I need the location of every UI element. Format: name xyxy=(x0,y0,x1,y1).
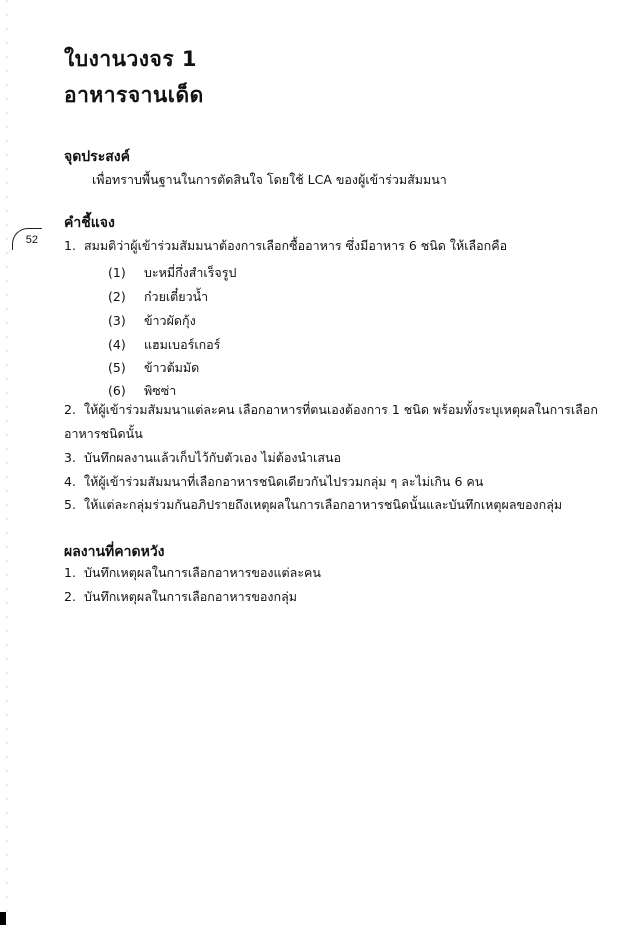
worksheet-subtitle: อาหารจานเด็ด xyxy=(64,83,204,107)
expected-number: 2. xyxy=(64,589,76,604)
instruction-text: บันทึกผลงานแล้วเก็บไว้กับตัวเอง ไม่ต้องนำเสนอ xyxy=(83,450,342,465)
food-option xyxy=(108,263,236,283)
expected-item xyxy=(64,565,321,581)
scan-corner-mark xyxy=(0,912,6,925)
instruction-item xyxy=(64,497,562,513)
expected-text: บันทึกเหตุผลในการเลือกอาหารของแต่ละคน xyxy=(83,565,321,580)
food-option-name: พิซซ่า xyxy=(143,383,177,398)
objective-text: เพื่อทราบพื้นฐานในการตัดสินใจ โดยใช้ LCA ของผู้เข้าร่วมสัมมนา xyxy=(92,172,447,187)
instruction-number: 2. xyxy=(64,402,76,417)
instruction-continuation: อาหารชนิดนั้น xyxy=(64,426,143,441)
expected-number: 1. xyxy=(64,565,76,580)
food-option xyxy=(108,381,176,401)
instruction-item xyxy=(64,474,483,490)
food-option-name: ข้าวต้มมัด xyxy=(143,360,200,375)
instruction-text: ให้แต่ละกลุ่มร่วมกันอภิปรายถึงเหตุผลในการเลือกอาหารชนิดนั้นและบันทึกเหตุผลของกลุ่ม xyxy=(83,497,563,512)
food-option-name: แฮมเบอร์เกอร์ xyxy=(143,337,221,352)
food-option-number: (5) xyxy=(108,360,126,375)
page-number-badge: 52 xyxy=(12,228,42,250)
instruction-item xyxy=(64,402,598,418)
objective-heading: จุดประสงค์ xyxy=(64,149,130,165)
instruction-number: 1. xyxy=(64,238,76,253)
food-option xyxy=(108,311,196,331)
food-option-name: บะหมี่กึ่งสำเร็จรูป xyxy=(143,265,237,280)
scan-edge-marks xyxy=(6,0,8,925)
food-option xyxy=(108,287,208,307)
instruction-number: 3. xyxy=(64,450,76,465)
expected-item xyxy=(64,589,297,605)
food-option-number: (1) xyxy=(108,265,126,280)
instruction-number: 5. xyxy=(64,497,76,512)
food-option-name: ก๋วยเตี๋ยวน้ำ xyxy=(143,289,209,304)
instruction-item xyxy=(64,238,507,254)
instruction-text: สมมติว่าผู้เข้าร่วมสัมมนาต้องการเลือกซื้ออาหาร ซึ่งมีอาหาร 6 ชนิด ให้เลือกคือ xyxy=(83,238,508,253)
food-option-number: (4) xyxy=(108,337,126,352)
instruction-text: ให้ผู้เข้าร่วมสัมมนาที่เลือกอาหารชนิดเดียวกันไปรวมกลุ่ม ๆ ละไม่เกิน 6 คน xyxy=(83,474,484,489)
food-option xyxy=(108,335,220,355)
instruction-item xyxy=(64,450,341,466)
instruction-text: ให้ผู้เข้าร่วมสัมมนาแต่ละคน เลือกอาหารที่ตนเองต้องการ 1 ชนิด พร้อมทั้งระบุเหตุผลในการเลือก xyxy=(83,402,598,417)
expected-text: บันทึกเหตุผลในการเลือกอาหารของกลุ่ม xyxy=(83,589,297,604)
worksheet-title: ใบงานวงจร 1 xyxy=(64,47,198,71)
food-option-name: ข้าวผัดกุ้ง xyxy=(143,313,196,328)
instructions-heading: คำชี้แจง xyxy=(64,215,115,231)
food-option-number: (2) xyxy=(108,289,126,304)
expected-outcomes-heading: ผลงานที่คาดหวัง xyxy=(64,544,165,560)
food-option-number: (6) xyxy=(108,383,126,398)
food-option xyxy=(108,358,199,378)
food-option-number: (3) xyxy=(108,313,126,328)
instruction-number: 4. xyxy=(64,474,76,489)
